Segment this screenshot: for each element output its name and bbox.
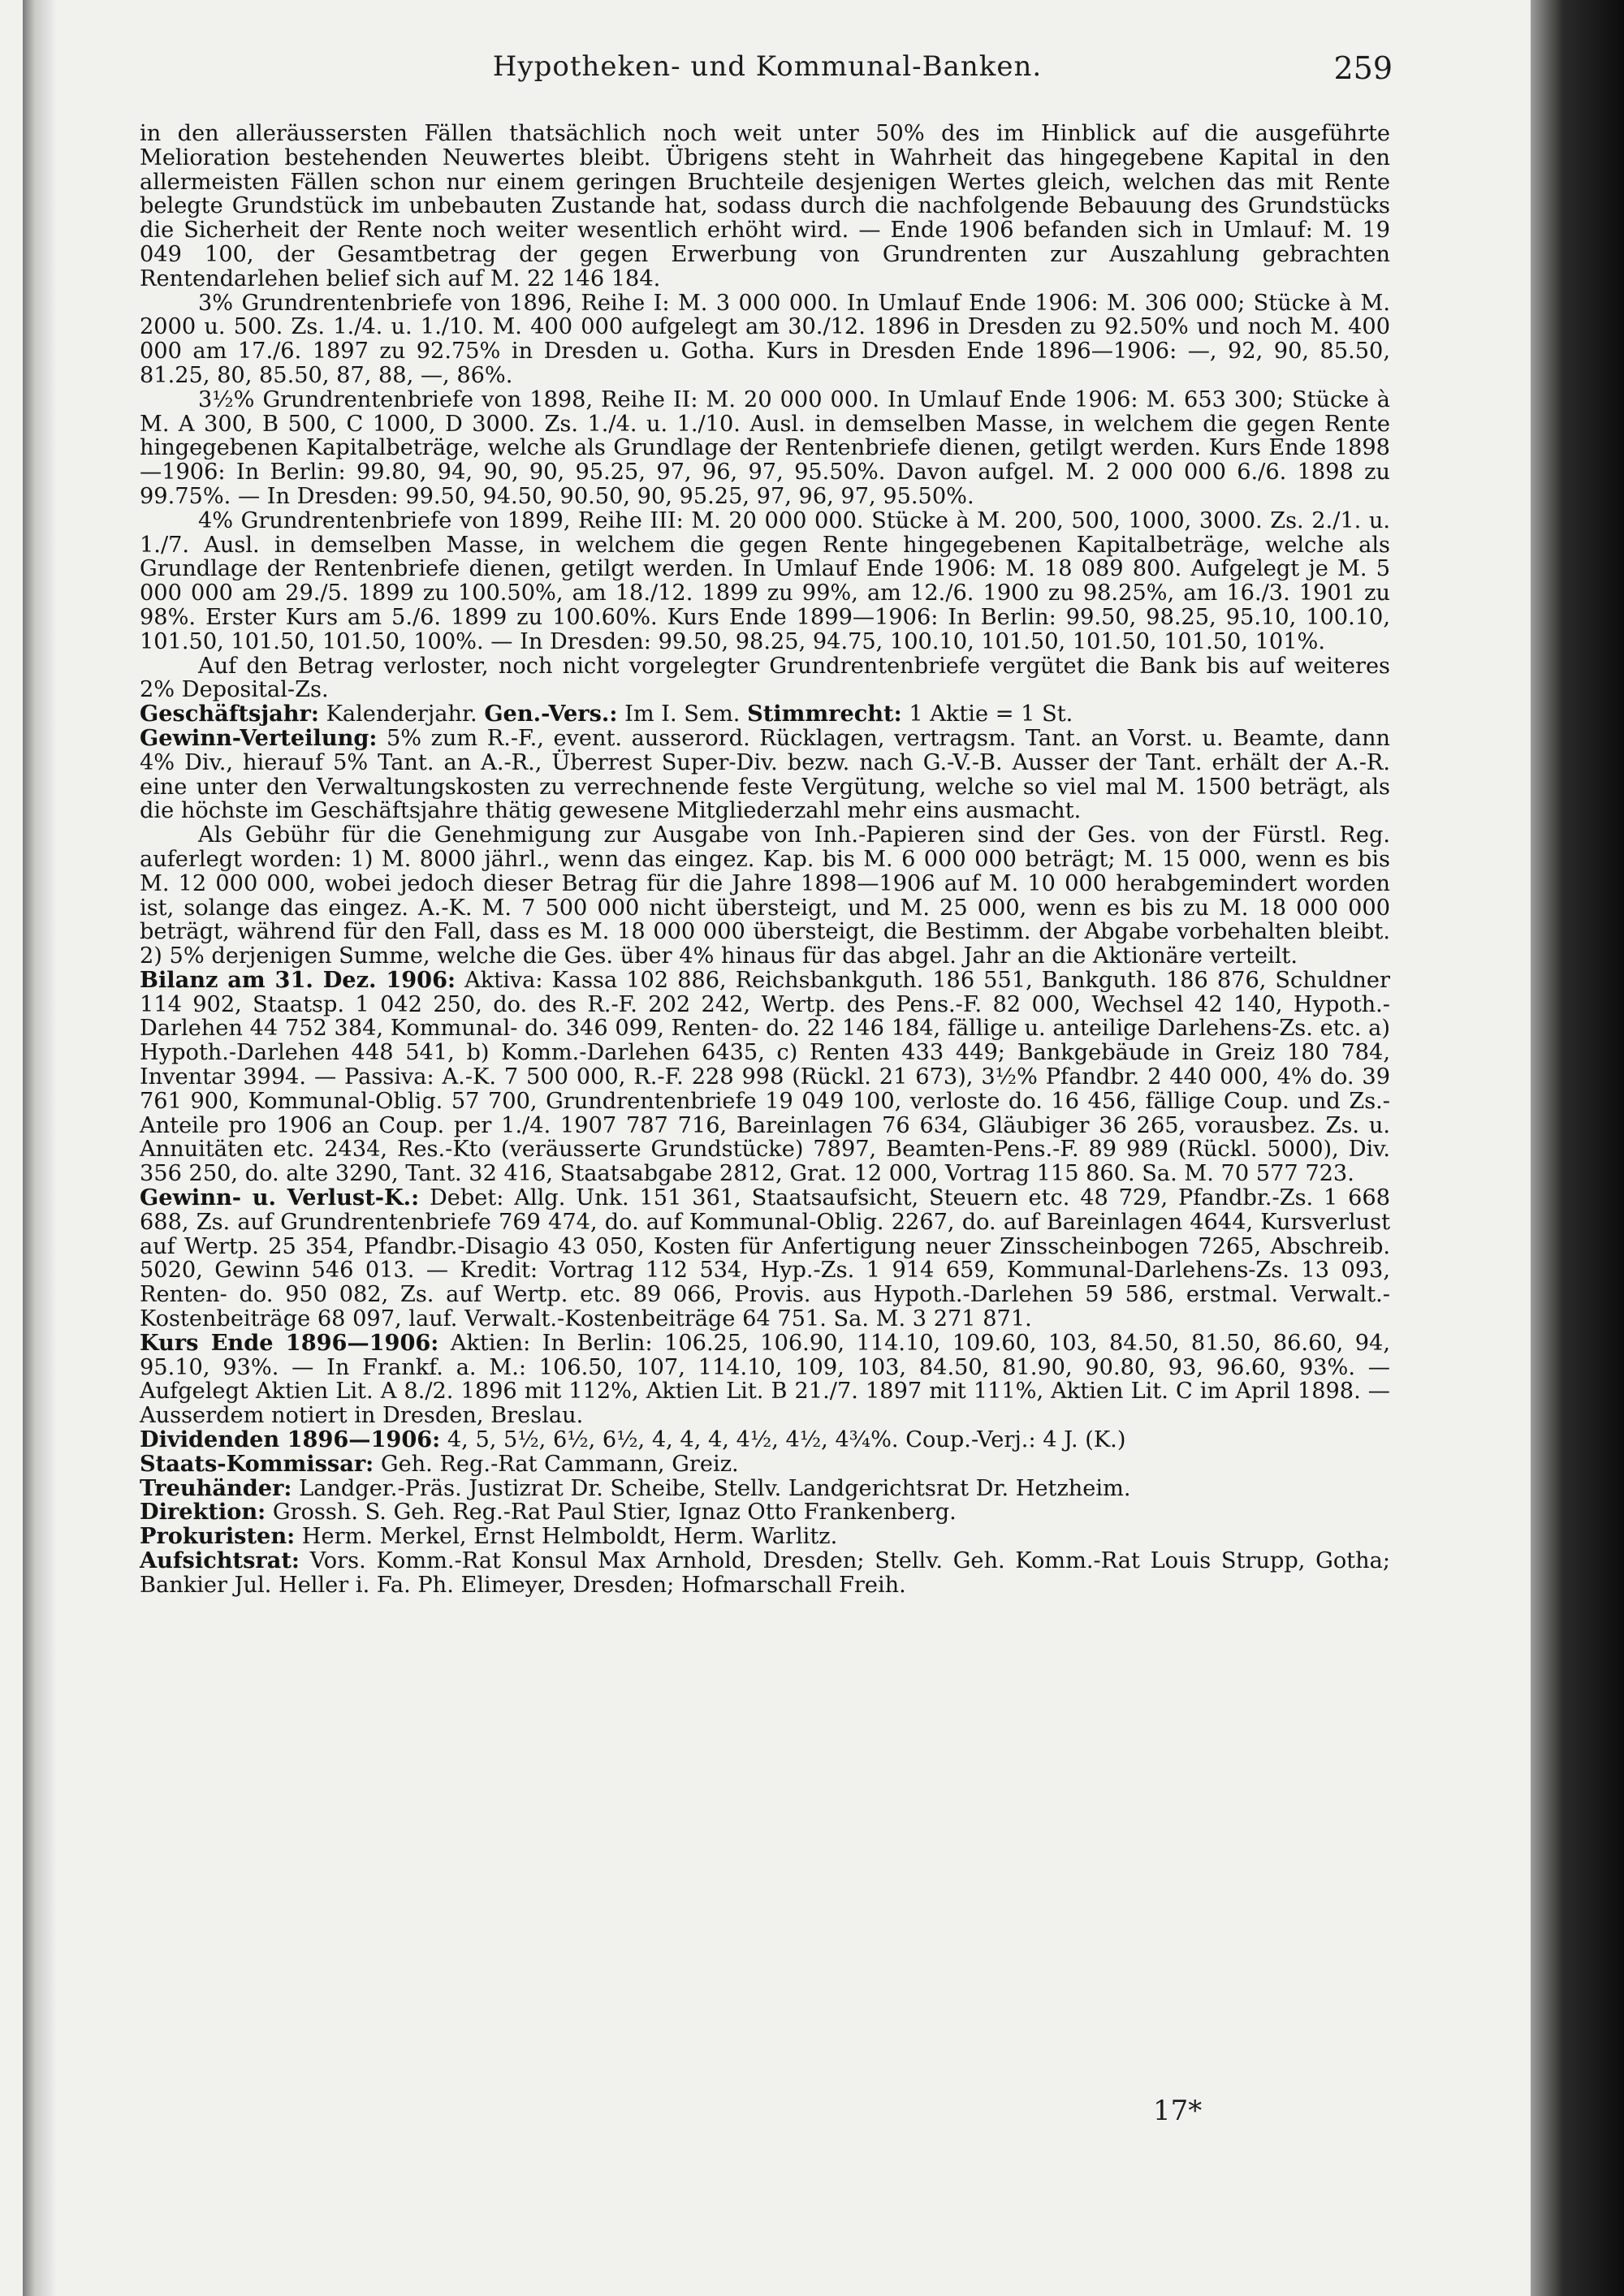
paragraph-reihe-3: 4% Grundrentenbriefe von 1899, Reihe III: M. 20 000 000. Stücke à M. 200, 500, 1000, 3000. Zs. 2./1. u. 1./7. Ausl. in demselben Masse, in welchem die gegen Rente hingegebenen Kapitalbeträge, welche als Grundlage der Rentenbriefe dienen, getilgt werden. In Umlauf Ende 1906: M. 18 089 800. Aufgelegt je M. 5 000 000 am 29./5. 1899 zu 100.50%, am 18./12. 1899 zu 99%, am 12./6. 1900 zu 98.25%, am 16./3. 1901 zu 98%. Erster Kurs am 5./6. 1899 zu 100.60%. Kurs Ende 1899—1906: In Berlin: 99.50, 98.25, 95.10, 100.10, 101.50, 101.50, 101.50, 100%. — In Dresden: 99.50, 98.25, 94.75, 100.10, 101.50, 101.50, 101.50, 101%.: [140, 507, 1390, 654]
stimmrecht-label: Stimmrecht:: [747, 701, 902, 727]
direktion-label: Direktion:: [140, 1499, 266, 1526]
stimmrecht-text: 1 Aktie = 1 St.: [909, 701, 1073, 727]
paragraph-reihe-1: 3% Grundrentenbriefe von 1896, Reihe I: M. 3 000 000. In Umlauf Ende 1906: M. 306 000; Stücke à M. 2000 u. 500. Zs. 1./4. u. 1./10. M. 400 000 aufgelegt am 30./12. 1896 in Dresden zu 92.50% und noch M. 400 000 am 17./6. 1897 zu 92.75% in Dresden u. Gotha. Kurs in Dresden Ende 1896—1906: —, 92, 90, 85.50, 81.25, 80, 85.50, 87, 88, —, 86%.: [140, 290, 1390, 388]
direktion-text: Grossh. S. Geh. Reg.-Rat Paul Stier, Ignaz Otto Frankenberg.: [272, 1500, 957, 1526]
gen-vers-text: Im I. Sem.: [624, 701, 741, 727]
gewinn-verlust-label: Gewinn- u. Verlust-K.:: [140, 1185, 420, 1211]
paragraph-gebuehr: Als Gebühr für die Genehmigung zur Ausgabe von Inh.-Papieren sind der Ges. von der Fürstl. Reg. auferlegt worden: 1) M. 8000 jährl., wenn das eingez. Kap. bis M. 6 000 000 beträgt; M. 15 000, wenn es bis M. 12 000 000, wobei jedoch dieser Betrag für die Jahre 1898—1906 auf M. 10 000 herabgemindert worden ist, solange das eingez. A.-K. M. 7 500 000 nicht übersteigt, und M. 25 000, wenn es bis zu M. 18 000 000 beträgt, während für den Fall, dass es M. 18 000 000 übersteigt, die Bestimm. der Abgabe vorbehalten bleibt. 2) 5% derjenigen Summe, welche die Ges. über 4% hinaus für das abgel. Jahr an die Aktionäre verteilt.: [140, 822, 1390, 969]
gen-vers-label: Gen.-Vers.:: [484, 701, 618, 727]
section-kurs: [140, 1331, 1390, 1428]
kurs-text: Aktien: In Berlin: 106.25, 106.90, 114.10, 109.60, 103, 84.50, 81.50, 86.60, 94, 95.10, 93%. — In Frankf. a. M.: 106.50, 107, 114.10, 109, 103, 84.50, 81.90, 90.80, 93, 96.60, 93%. — Aufgelegt Aktien Lit. A 8./2. 1896 mit 112%, Aktien Lit. B 21./7. 1897 mit 111%, Aktien Lit. C im April 1898. — Ausserdem notiert in Dresden, Breslau.: [140, 1330, 1390, 1429]
section-aufsichtsrat: [140, 1549, 1390, 1598]
gewinn-verlust-text: Debet: Allg. Unk. 151 361, Staatsaufsicht, Steuern etc. 48 729, Pfandbr.-Zs. 1 668 688, Zs. auf Grundrentenbriefe 769 474, do. auf Kommunal-Oblig. 2267, do. auf Bareinlagen 4644, Kursverlust auf Wertp. 25 354, Pfandbr.-Disagio 43 050, Kosten für Anfertigung neuer Zinsscheinbogen 7265, Abschreib. 5020, Gewinn 546 013. — Kredit: Vortrag 112 534, Hyp.-Zs. 1 914 659, Kommunal-Darlehens-Zs. 13 093, Renten- do. 950 082, Zs. auf Wertp. etc. 89 066, Provis. aus Hypoth.-Darlehen 59 586, erstmal. Verwalt.-Kostenbeiträge 68 097, lauf. Verwalt.-Kostenbeiträge 64 751. Sa. M. 3 271 871.: [140, 1185, 1390, 1332]
aufsichtsrat-text: Vors. Komm.-Rat Konsul Max Arnhold, Dresden; Stellv. Geh. Komm.-Rat Louis Strupp, Gotha; Bankier Jul. Heller i. Fa. Ph. Elimeyer, Dresden; Hofmarschall Freih.: [140, 1548, 1390, 1598]
treuhaender-label: Treuhänder:: [140, 1474, 292, 1501]
aufsichtsrat-label: Aufsichtsrat:: [140, 1547, 300, 1574]
page-right-edge: [1531, 0, 1624, 2296]
bilanz-text: Aktiva: Kassa 102 886, Reichsbankguth. 186 551, Bankguth. 186 876, Schuldner 114 902, Staatsp. 1 042 250, do. des R.-F. 202 242, Wertp. des Pens.-F. 82 000, Wechsel 42 140, Hypoth.-Darlehen 44 752 384, Kommunal- do. 346 099, Renten- do. 22 146 184, fällige u. anteilige Darlehens-Zs. etc. a) Hypoth.-Darlehen 448 541, b) Komm.-Darlehen 6435, c) Renten 433 449; Bankgebäude in Greiz 180 784, Inventar 3994. — Passiva: A.-K. 7 500 000, R.-F. 228 998 (Rückl. 21 673), 3½% Pfandbr. 2 440 000, 4% do. 39 761 900, Kommunal-Oblig. 57 700, Grundrentenbriefe 19 049 100, verloste do. 16 456, fällige Coup. und Zs.-Anteile pro 1906 an Coup. per 1./4. 1907 787 716, Bareinlagen 76 634, Gläubiger 36 265, vorausbez. Zs. u. Annuitäten etc. 2434, Res.-Kto (veräusserte Grundstücke) 7897, Beamten-Pens.-F. 89 989 (Rückl. 5000), Div. 356 250, do. alte 3290, Tant. 32 416, Staatsabgabe 2812, Grat. 12 000, Vortrag 115 860. Sa. M. 70 577 723.: [140, 967, 1390, 1187]
section-geschaeftsjahr: [140, 702, 1390, 727]
kurs-label: Kurs Ende 1896—1906:: [140, 1329, 439, 1356]
prokuristen-text: Herm. Merkel, Ernst Helmboldt, Herm. Warlitz.: [301, 1524, 838, 1550]
section-prokuristen: [140, 1525, 1390, 1549]
section-staats-kommissar: [140, 1452, 1390, 1477]
gewinn-verteilung-text: 5% zum R.-F., event. ausserord. Rücklagen, vertragsm. Tant. an Vorst. u. Beamte, dann 4% Div., hierauf 5% Tant. an A.-R., Überrest Super-Div. bezw. nach G.-V.-B. Ausser der Tant. erhält der A.-R. eine unter den Verwaltungskosten zu verrechnende feste Vergütung, welche so viel mal M. 1500 beträgt, als die höchste im Geschäftsjahre thätig gewesene Mitgliederzahl mehr eins ausmacht.: [140, 725, 1390, 824]
page-number: 259: [1333, 50, 1393, 86]
staats-kommissar-label: Staats-Kommissar:: [140, 1450, 374, 1477]
gewinn-verteilung-label: Gewinn-Verteilung:: [140, 724, 378, 751]
dividenden-text: 4, 5, 5½, 6½, 6½, 4, 4, 4, 4½, 4½, 4¾%. Coup.-Verj.: 4 J. (K.): [447, 1427, 1126, 1453]
staats-kommissar-text: Geh. Reg.-Rat Cammann, Greiz.: [380, 1451, 739, 1477]
treuhaender-text: Landger.-Präs. Justizrat Dr. Scheibe, Stellv. Landgerichtsrat Dr. Hetzheim.: [299, 1475, 1131, 1501]
bilanz-label: Bilanz am 31. Dez. 1906:: [140, 966, 456, 993]
paragraph-deposital-zinsen: Auf den Betrag verloster, noch nicht vorgelegter Grundrentenbriefe vergütet die Bank bis auf weiteres 2% Deposital-Zs.: [140, 653, 1390, 703]
section-gewinn-verteilung: [140, 724, 1390, 824]
section-gewinn-verlust: [140, 1186, 1390, 1331]
section-dividenden: [140, 1428, 1390, 1452]
paragraph-melioration: in den alleräussersten Fällen thatsächlich noch weit unter 50% des im Hinblick auf die ausgeführte Melioration bestehenden Neuwertes bleibt. Übrigens steht in Wahrheit das hingegebene Kapital in den allermeisten Fällen schon nur einem geringen Bruchteile desjenigen Wertes gleich, welchen das mit Rente belegte Grundstück im unbebauten Zustande hat, sodass durch die nachfolgende Bebauung des Grundstücks die Sicherheit der Rente noch weiter wesentlich erhöht wird. — Ende 1906 befanden sich in Umlauf: M. 19 049 100, der Gesamtbetrag der gegen Erwerbung von Grundrenten zur Auszahlung gebrachten Rentendarlehen belief sich auf M. 22 146 184.: [140, 121, 1390, 291]
section-direktion: [140, 1500, 1390, 1525]
section-treuhaender: [140, 1474, 1390, 1501]
page-left-edge: [23, 0, 57, 2296]
paragraph-reihe-2: 3½% Grundrentenbriefe von 1898, Reihe II: M. 20 000 000. In Umlauf Ende 1906: M. 653 300; Stücke à M. A 300, B 500, C 1000, D 3000. Zs. 1./4. u. 1./10. Ausl. in demselben Masse, in welchem die gegen Rente hingegebenen Kapitalbeträge, welche als Grundlage der Rentenbriefe dienen, getilgt werden. Kurs Ende 1898—1906: In Berlin: 99.80, 94, 90, 90, 95.25, 97, 96, 97, 95.50%. Davon aufgel. M. 2 000 000 6./6. 1898 zu 99.75%. — In Dresden: 99.50, 94.50, 90.50, 90, 95.25, 97, 96, 97, 95.50%.: [140, 386, 1390, 509]
prokuristen-label: Prokuristen:: [140, 1523, 296, 1550]
dividenden-label: Dividenden 1896—1906:: [140, 1426, 441, 1453]
page-header: [142, 50, 1393, 96]
running-title: Hypotheken- und Kommunal-Banken.: [492, 50, 1043, 83]
geschaeftsjahr-label: Geschäftsjahr:: [140, 701, 319, 727]
body-text: [140, 122, 1390, 1598]
section-bilanz: [140, 966, 1390, 1187]
geschaeftsjahr-text: Kalenderjahr.: [326, 701, 477, 727]
signature-mark: 17*: [1153, 2095, 1203, 2127]
